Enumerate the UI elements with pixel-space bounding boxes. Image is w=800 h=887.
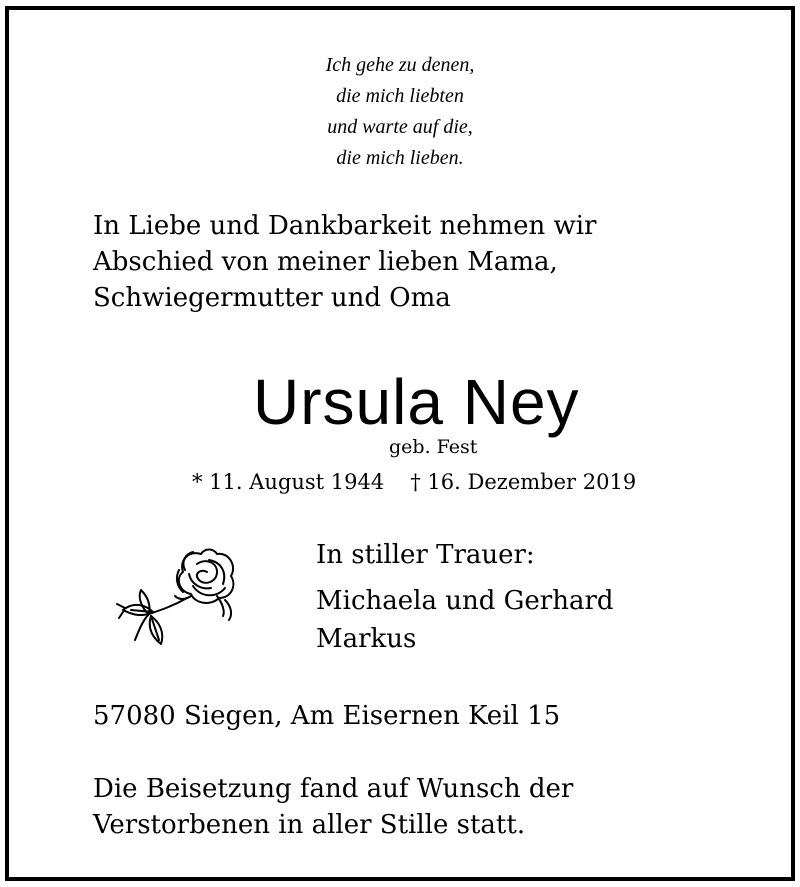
mourning-label: In stiller Trauer:: [316, 540, 535, 570]
funeral-note-line: Verstorbenen in aller Stille statt.: [93, 810, 526, 840]
mourner-name: Markus: [316, 624, 417, 654]
verse: [9, 50, 791, 174]
rose-icon: [113, 540, 243, 650]
verse-line: die mich lieben.: [336, 147, 464, 169]
intro-line: In Liebe und Dankbarkeit nehmen wir: [93, 211, 597, 241]
birth-date: * 11. August 1944: [192, 470, 385, 494]
intro-line: Schwiegermutter und Oma: [93, 283, 451, 313]
mourner-name: Michaela und Gerhard: [316, 586, 614, 616]
verse-line: die mich liebten: [336, 85, 464, 107]
funeral-note-line: Die Beisetzung fand auf Wunsch der: [93, 774, 574, 804]
mourner-names: [316, 582, 614, 658]
deceased-name: Ursula Ney: [253, 366, 580, 438]
intro-line: Abschied von meiner lieben Mama,: [93, 247, 558, 277]
intro-text: [93, 208, 596, 316]
verse-line: Ich gehe zu denen,: [325, 54, 475, 76]
verse-line: und warte auf die,: [327, 116, 473, 138]
address: 57080 Siegen, Am Eisernen Keil 15: [93, 701, 561, 731]
life-dates: [192, 468, 636, 496]
mourners: [316, 536, 614, 658]
obituary-notice: [5, 6, 795, 881]
death-date: † 16. Dezember 2019: [410, 470, 637, 494]
maiden-name: geb. Fest: [389, 436, 478, 458]
funeral-note: [93, 771, 573, 843]
